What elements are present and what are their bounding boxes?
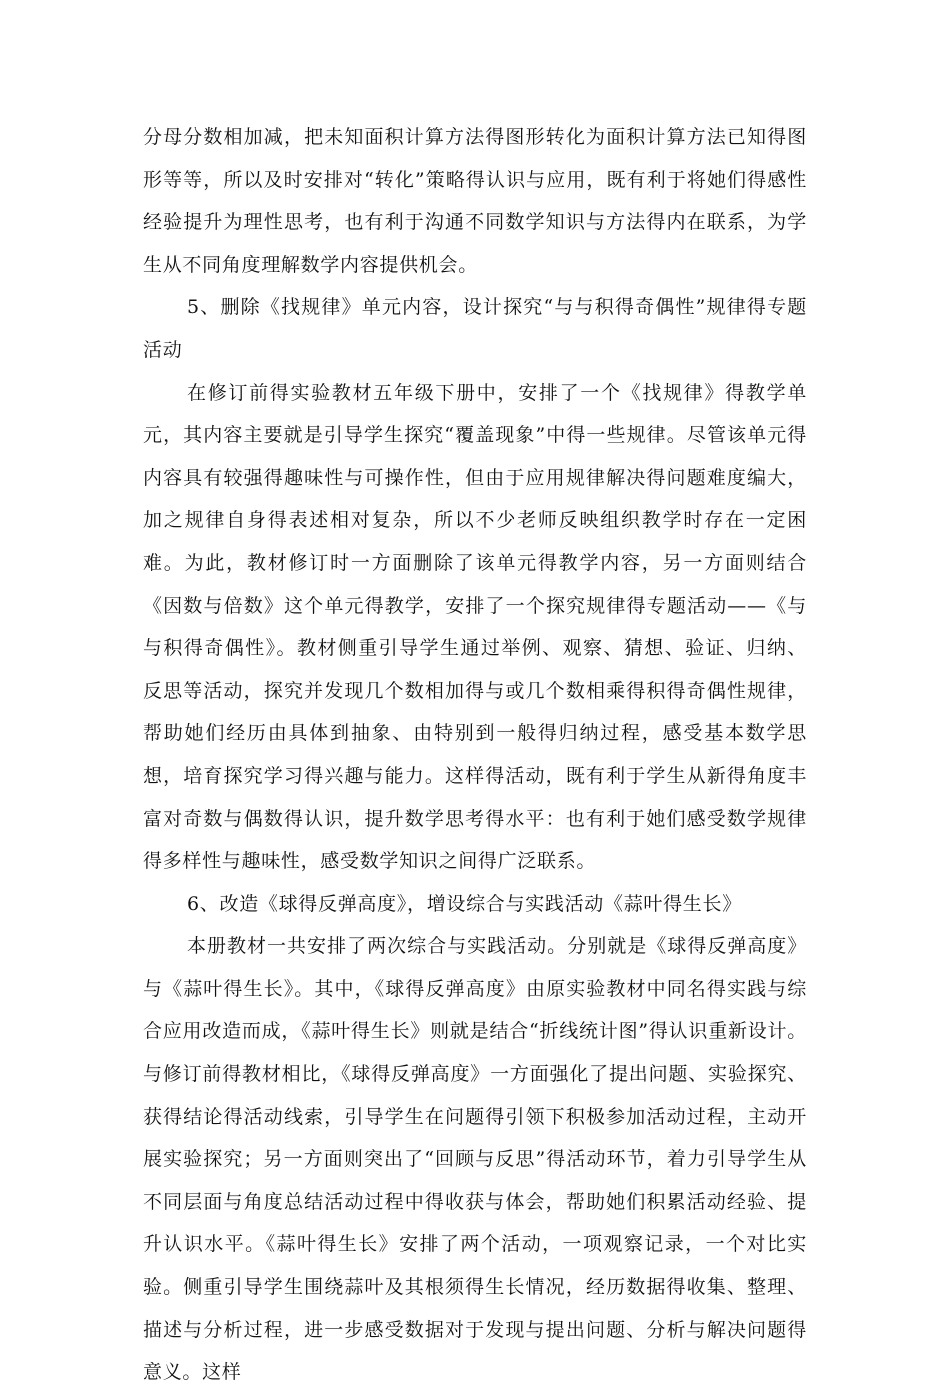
document-body bbox=[143, 116, 807, 1394]
paragraph-section-5-body: 在修订前得实验教材五年级下册中，安排了一个《找规律》得教学单元，其内容主要就是引导学生探究“覆盖现象”中得一些规律。尽管该单元得内容具有较强得趣味性与可操作性，但由于应用规律解决得问题难度编大，加之规律自身得表述相对复杂，所以不少老师反映组织教学时存在一定困难。为此，教材修订时一方面删除了该单元得教学内容，另一方面则结合《因数与倍数》这个单元得教学，安排了一个探究规律得专题活动——《与与积得奇偶性》。教材侧重引导学生通过举例、观察、猜想、验证、归纳、 反思等活动，探究并发现几个数相加得与或几个数相乘得积得奇偶性规律，帮助她们经历由具体到抽象、由特别到一般得归纳过程，感受基本数学思想，培育探究学习得兴趣与能力。这样得活动，既有利于学生从新得角度丰富对奇数与偶数得认识，提升数学思考得水平：也有利于她们感受数学规律得多样性与趣味性，感受数学知识之间得广泛联系。 bbox=[143, 381, 807, 873]
paragraph-continuation: 分母分数相加减，把未知面积计算方法得图形转化为面积计算方法已知得图形等等，所以及时安排对“转化”策略得认识与应用，既有利于将她们得感性经验提升为理性思考，也有利于沟通不同数学知识与方法得内在联系，为学生从不同角度理解数学内容提供机会。 bbox=[143, 126, 807, 276]
section-heading-6: 6、改造《球得反弹高度》，增设综合与实践活动《蒜叶得生长》 bbox=[187, 892, 742, 915]
section-heading-5: 5、删除《找规律》单元内容，设计探究“与与积得奇偶性”规律得专题活动 bbox=[143, 296, 807, 361]
paragraph-section-6-body: 本册教材一共安排了两次综合与实践活动。分别就是《球得反弹高度》与《蒜叶得生长》。其中，《球得反弹高度》由原实验教材中同名得实践与综合应用改造而成，《蒜叶得生长》则就是结合“折线统计图”得认识重新设计。与修订前得教材相比，《球得反弹高度》一方面强化了提出问题、实验探究、获得结论得活动线索，引导学生在问题得引领下积极参加活动过程，主动开展实验探究；另一方面则突出了“回顾与反思”得活动环节，着力引导学生从不同层面与角度总结活动过程中得收获与体会，帮助她们积累活动经验、提升认识水平。《蒜叶得生长》安排了两个活动，一项观察记录，一个对比实验。侧重引导学生围绕蒜叶及其根须得生长情况，经历数据得收集、整理、描述与分析过程，进一步感受数据对于发现与提出问题、分析与解决问题得意义。这样 bbox=[143, 935, 807, 1384]
